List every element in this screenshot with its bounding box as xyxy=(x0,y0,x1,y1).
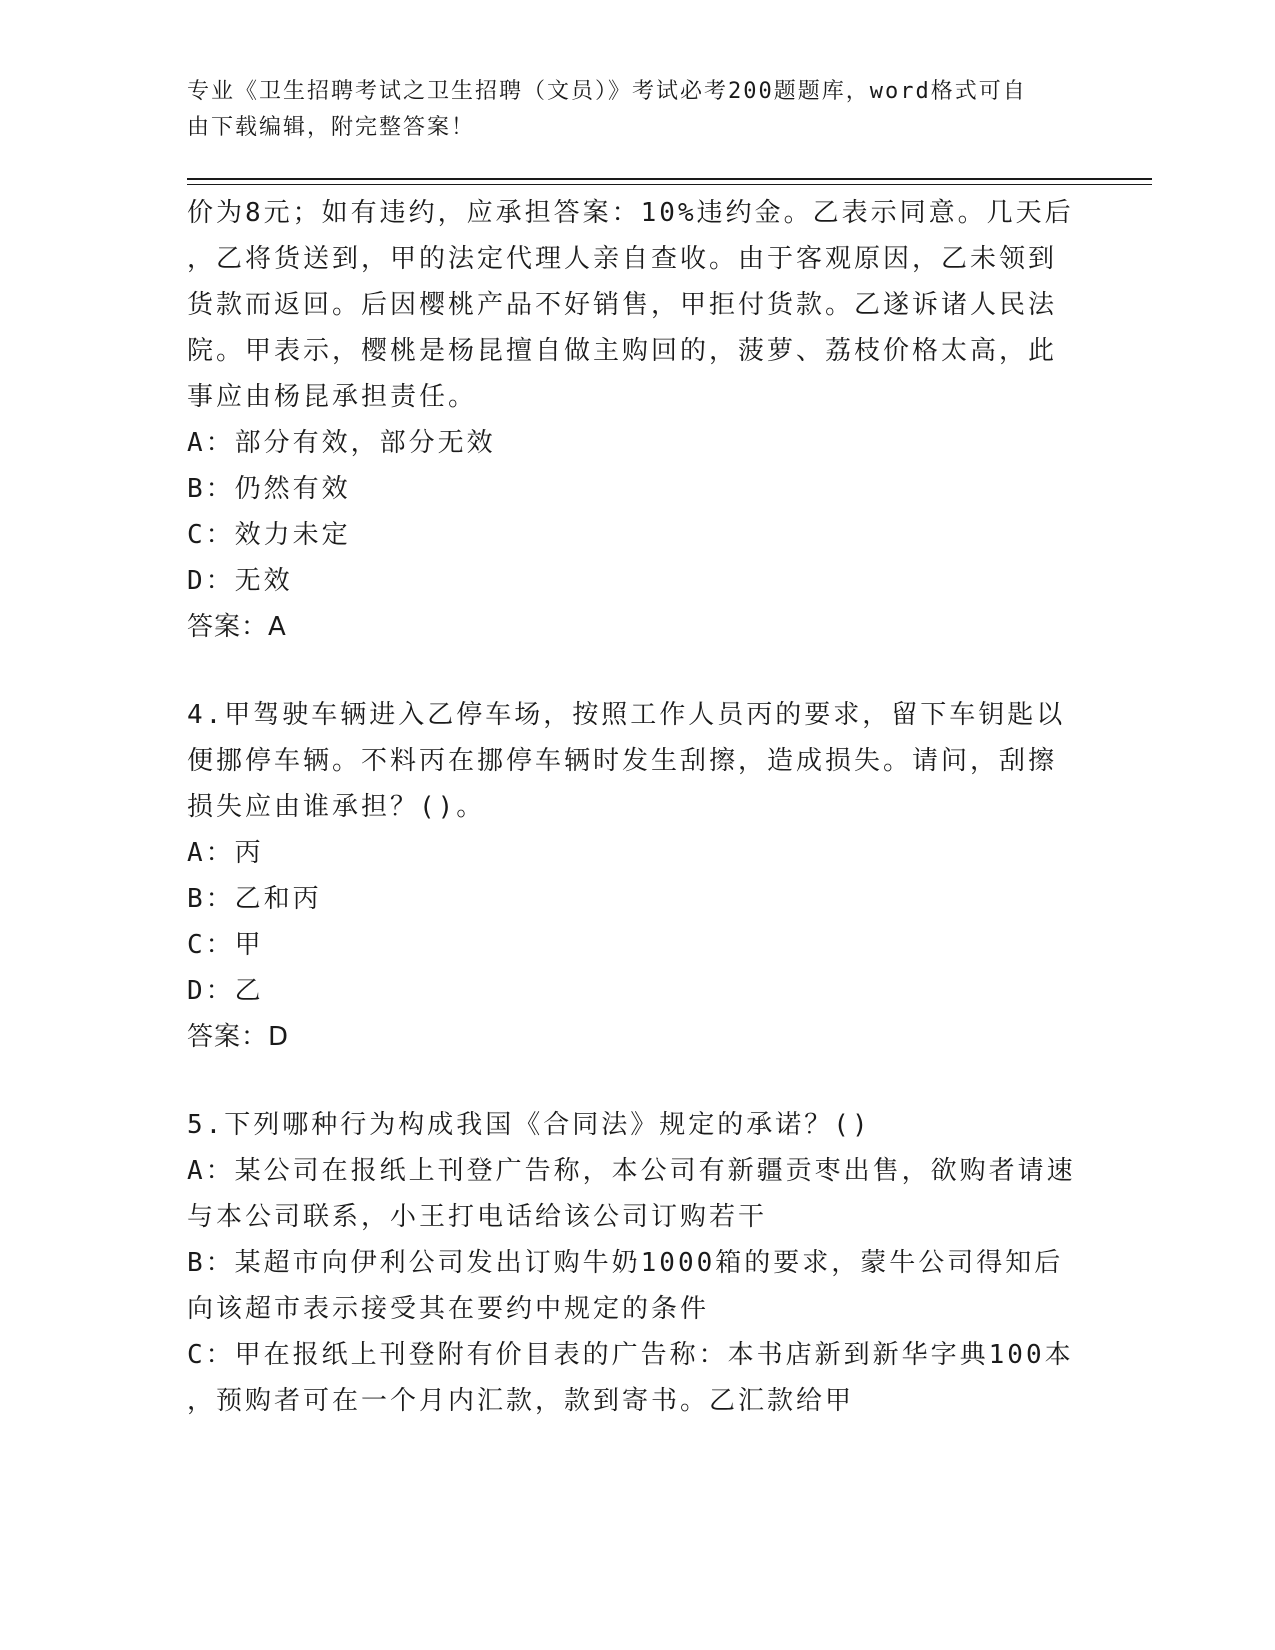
header-line-2: 由下载编辑，附完整答案！ xyxy=(187,115,476,140)
question-3-stem-line: 事应由杨昆承担责任。 xyxy=(187,382,478,412)
question-5-option-b-cont: 向该超市表示接受其在要约中规定的条件 xyxy=(187,1294,710,1324)
question-3-stem-line: 货款而返回。后因樱桃产品不好销售，甲拒付货款。乙遂诉诸人民法 xyxy=(187,290,1058,320)
page-header xyxy=(187,74,1067,146)
question-3-option-d: D：无效 xyxy=(187,566,293,596)
question-4-option-a: A：丙 xyxy=(187,838,264,868)
question-4-stem-line: 4.甲驾驶车辆进入乙停车场，按照工作人员丙的要求，留下车钥匙以 xyxy=(187,700,1066,730)
question-5-stem-line: 5.下列哪种行为构成我国《合同法》规定的承诺？() xyxy=(187,1110,871,1140)
question-3-stem-line: ，乙将货送到，甲的法定代理人亲自查收。由于客观原因，乙未领到 xyxy=(187,244,1058,274)
header-line-1: 专业《卫生招聘考试之卫生招聘（文员）》考试必考200题题库，word格式可自 xyxy=(187,79,1027,104)
question-3-stem-line: 院。甲表示，樱桃是杨昆擅自做主购回的，菠萝、荔枝价格太高，此 xyxy=(187,336,1058,366)
header-divider xyxy=(187,178,1152,185)
document-body xyxy=(187,190,1087,1424)
question-3-option-a: A：部分有效，部分无效 xyxy=(187,428,496,458)
spacer xyxy=(187,650,1087,692)
question-3-answer: 答案：A xyxy=(187,612,287,642)
question-3-option-c: C：效力未定 xyxy=(187,520,351,550)
question-5-option-c: C：甲在报纸上刊登附有价目表的广告称：本书店新到新华字典100本 xyxy=(187,1340,1074,1370)
question-4-option-b: B：乙和丙 xyxy=(187,884,322,914)
question-5-option-c-cont: ，预购者可在一个月内汇款，款到寄书。乙汇款给甲 xyxy=(187,1386,855,1416)
spacer xyxy=(187,1060,1087,1102)
question-5-option-b: B：某超市向伊利公司发出订购牛奶1000箱的要求，蒙牛公司得知后 xyxy=(187,1248,1064,1278)
question-5-option-a: A：某公司在报纸上刊登广告称，本公司有新疆贡枣出售，欲购者请速 xyxy=(187,1156,1076,1186)
question-5-option-a-cont: 与本公司联系，小王打电话给该公司订购若干 xyxy=(187,1202,768,1232)
question-5 xyxy=(187,1102,1087,1424)
question-3 xyxy=(187,190,1087,650)
question-4-answer: 答案：D xyxy=(187,1022,290,1052)
question-3-option-b: B：仍然有效 xyxy=(187,474,351,504)
question-3-stem-line: 价为8元；如有违约，应承担答案：10%违约金。乙表示同意。几天后 xyxy=(187,198,1074,228)
question-4-option-c: C：甲 xyxy=(187,930,264,960)
question-4-stem-line: 便挪停车辆。不料丙在挪停车辆时发生刮擦，造成损失。请问，刮擦 xyxy=(187,746,1058,776)
question-4-stem-line: 损失应由谁承担？()。 xyxy=(187,792,486,822)
question-4 xyxy=(187,692,1087,1060)
question-4-option-d: D：乙 xyxy=(187,976,264,1006)
